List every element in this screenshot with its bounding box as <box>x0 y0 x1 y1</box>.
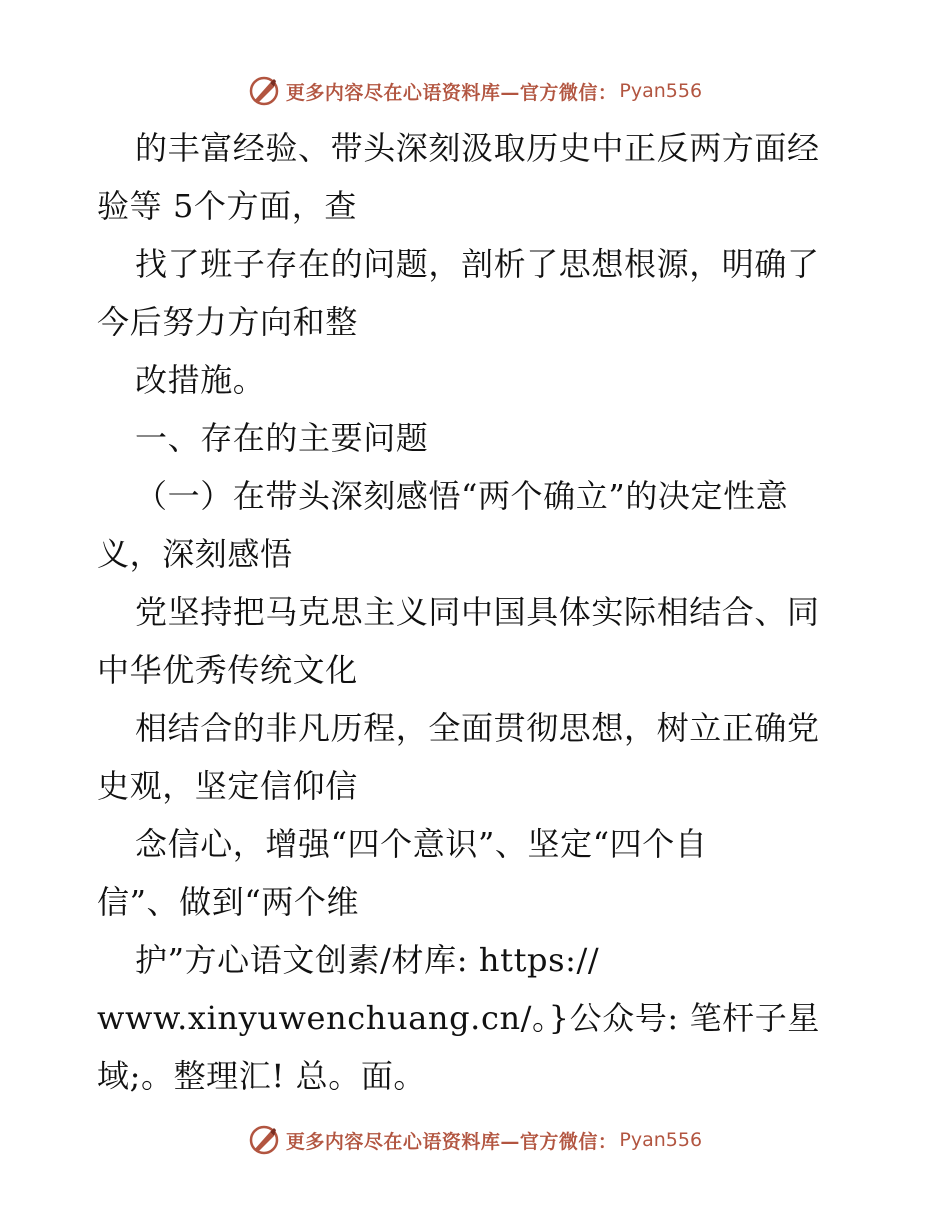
watermark-wechat-id: Pyan556 <box>619 80 703 102</box>
text-line: 中华优秀传统文化 <box>97 651 358 689</box>
text-line: 域;。整理汇! 总。面。 <box>97 1057 427 1095</box>
text-line: 史观，坚定信仰信 <box>97 767 358 805</box>
watermark-wechat-id: Pyan556 <box>619 1129 703 1151</box>
watermark-text: 更多内容尽在心语资料库—官方微信： <box>285 81 618 104</box>
pen-logo-icon <box>248 75 280 107</box>
text-line: 今后努力方向和整 <box>97 303 358 341</box>
header-watermark <box>0 71 950 111</box>
pen-logo-icon <box>248 1124 280 1156</box>
text-line: 的丰富经验、带头深刻汲取历史中正反两方面经 <box>135 129 820 167</box>
text-line: 相结合的非凡历程，全面贯彻思想，树立正确党 <box>135 709 820 747</box>
document-body <box>97 124 857 1110</box>
text-line: www.xinyuwenchuang.cn/。}公众号: 笔杆子星 <box>97 999 820 1037</box>
footer-watermark <box>0 1120 950 1160</box>
text-line: 改措施。 <box>135 361 266 399</box>
text-line: 信”、做到“两个维 <box>97 883 360 921</box>
text-line: 护”方心语文创素/材库: https:// <box>135 941 600 979</box>
watermark-text: 更多内容尽在心语资料库—官方微信： <box>285 1130 618 1153</box>
section-heading: 一、存在的主要问题 <box>135 419 429 457</box>
subsection-heading: （一）在带头深刻感悟“两个确立”的决定性意 <box>135 477 789 515</box>
text-line: 义，深刻感悟 <box>97 535 293 573</box>
text-line: 党坚持把马克思主义同中国具体实际相结合、同 <box>135 593 820 631</box>
text-line: 找了班子存在的问题，剖析了思想根源，明确了 <box>135 245 820 283</box>
text-line: 验等 5个方面，查 <box>97 187 357 225</box>
text-line: 念信心，增强“四个意识”、坚定“四个自 <box>135 825 708 863</box>
